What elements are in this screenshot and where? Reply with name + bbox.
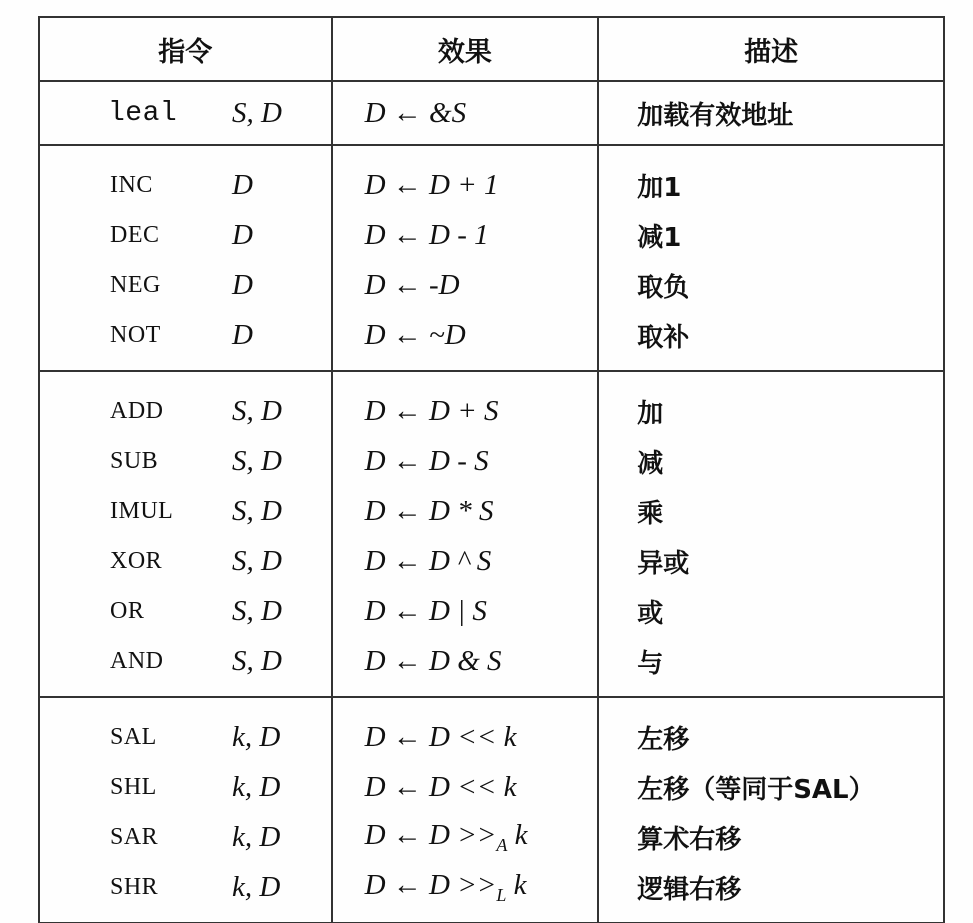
- instruction-cell: [39, 371, 332, 436]
- operands: S, D: [232, 544, 282, 577]
- operands: k, D: [232, 720, 281, 753]
- table-row: [39, 486, 944, 536]
- effect-text: D ← &S: [364, 96, 467, 129]
- shift-type-subscript: A: [496, 834, 508, 855]
- instruction-cell: [39, 762, 332, 812]
- effect-text: D ← D + 1: [364, 168, 499, 201]
- effect-text: D ← D & S: [364, 644, 502, 677]
- effect-text: D ← ~D: [364, 318, 466, 351]
- effect-cell: [332, 310, 599, 371]
- table-row: [39, 260, 944, 310]
- mnemonic: DEC: [110, 221, 160, 248]
- instruction-cell: [39, 210, 332, 260]
- effect-cell: [332, 371, 599, 436]
- description-cell: 加1: [598, 145, 944, 210]
- shift-type-subscript: L: [496, 884, 507, 905]
- instruction-cell: [39, 536, 332, 586]
- description-cell: 取负: [598, 260, 944, 310]
- operands: D: [232, 318, 253, 351]
- instruction-cell: [39, 81, 332, 145]
- table-row: [39, 310, 944, 371]
- description-cell: 加: [598, 371, 944, 436]
- description-cell: 或: [598, 586, 944, 636]
- table-row: [39, 697, 944, 762]
- effect-cell: [332, 145, 599, 210]
- mnemonic: SAL: [110, 723, 157, 750]
- mnemonic: AND: [110, 647, 164, 674]
- description-cell: 逻辑右移: [598, 862, 944, 923]
- effect-cell: [332, 536, 599, 586]
- description-cell: 异或: [598, 536, 944, 586]
- mnemonic: IMUL: [110, 497, 174, 524]
- mnemonic: SHL: [110, 773, 157, 800]
- effect-cell: [332, 636, 599, 697]
- mnemonic: SAR: [110, 823, 159, 850]
- table-row: [39, 862, 944, 923]
- description-cell: 与: [598, 636, 944, 697]
- operands: k, D: [232, 820, 281, 853]
- table-row: [39, 536, 944, 586]
- description-cell: 取补: [598, 310, 944, 371]
- effect-text: D ← D << k: [364, 720, 517, 753]
- effect-text: D ← D + S: [364, 394, 499, 427]
- table-row: [39, 145, 944, 210]
- table-row: [39, 436, 944, 486]
- operands: k, D: [232, 770, 281, 803]
- table-row: [39, 586, 944, 636]
- operands: S, D: [232, 96, 282, 129]
- effect-cell: [332, 436, 599, 486]
- description-cell: 左移（等同于SAL）: [598, 762, 944, 812]
- description-cell: 减1: [598, 210, 944, 260]
- operands: S, D: [232, 594, 282, 627]
- table-body: [39, 81, 944, 923]
- mnemonic: SHR: [110, 873, 159, 900]
- description-cell: 加载有效地址: [598, 81, 944, 145]
- instruction-cell: [39, 486, 332, 536]
- instruction-cell: [39, 260, 332, 310]
- effect-text: D ← D * S: [364, 494, 494, 527]
- instruction-cell: [39, 310, 332, 371]
- effect-tail: k: [506, 868, 527, 901]
- operands: S, D: [232, 444, 282, 477]
- instruction-cell: [39, 636, 332, 697]
- table-row: [39, 636, 944, 697]
- header-instruction: 指令: [39, 17, 332, 81]
- effect-cell: [332, 812, 599, 862]
- instruction-cell: [39, 812, 332, 862]
- operands: D: [232, 268, 253, 301]
- instruction-cell: [39, 586, 332, 636]
- table-row: [39, 371, 944, 436]
- operands: S, D: [232, 494, 282, 527]
- effect-cell: [332, 210, 599, 260]
- header-effect: 效果: [332, 17, 599, 81]
- effect-text: D ← D - 1: [364, 218, 489, 251]
- table-row: [39, 812, 944, 862]
- effect-text: D ← D >>: [364, 818, 497, 851]
- effect-text: D ← D ^ S: [364, 544, 492, 577]
- effect-cell: [332, 697, 599, 762]
- mnemonic: NEG: [110, 271, 161, 298]
- effect-text: D ← D | S: [364, 594, 487, 627]
- instruction-cell: [39, 145, 332, 210]
- effect-cell: [332, 486, 599, 536]
- effect-text: D ← -D: [364, 268, 460, 301]
- description-cell: 左移: [598, 697, 944, 762]
- table-row: [39, 762, 944, 812]
- mnemonic: INC: [110, 171, 153, 198]
- mnemonic: leal: [108, 97, 178, 129]
- operands: k, D: [232, 870, 281, 903]
- table-row: [39, 210, 944, 260]
- description-cell: 算术右移: [598, 812, 944, 862]
- mnemonic: NOT: [110, 321, 161, 348]
- instruction-cell: [39, 697, 332, 762]
- instruction-table: [38, 16, 945, 923]
- effect-text: D ← D >>: [364, 868, 497, 901]
- operands: S, D: [232, 644, 282, 677]
- description-cell: 减: [598, 436, 944, 486]
- effect-cell: [332, 260, 599, 310]
- mnemonic: SUB: [110, 447, 159, 474]
- effect-tail: k: [507, 818, 528, 851]
- effect-cell: [332, 862, 599, 923]
- instruction-cell: [39, 862, 332, 923]
- mnemonic: XOR: [110, 547, 163, 574]
- header-row: [39, 17, 944, 81]
- header-description: 描述: [598, 17, 944, 81]
- mnemonic: OR: [110, 597, 145, 624]
- operands: S, D: [232, 394, 282, 427]
- operands: D: [232, 168, 253, 201]
- effect-text: D ← D << k: [364, 770, 517, 803]
- effect-cell: [332, 81, 599, 145]
- table-row: [39, 81, 944, 145]
- effect-text: D ← D - S: [364, 444, 489, 477]
- mnemonic: ADD: [110, 397, 164, 424]
- description-cell: 乘: [598, 486, 944, 536]
- effect-cell: [332, 586, 599, 636]
- effect-cell: [332, 762, 599, 812]
- operands: D: [232, 218, 253, 251]
- instruction-cell: [39, 436, 332, 486]
